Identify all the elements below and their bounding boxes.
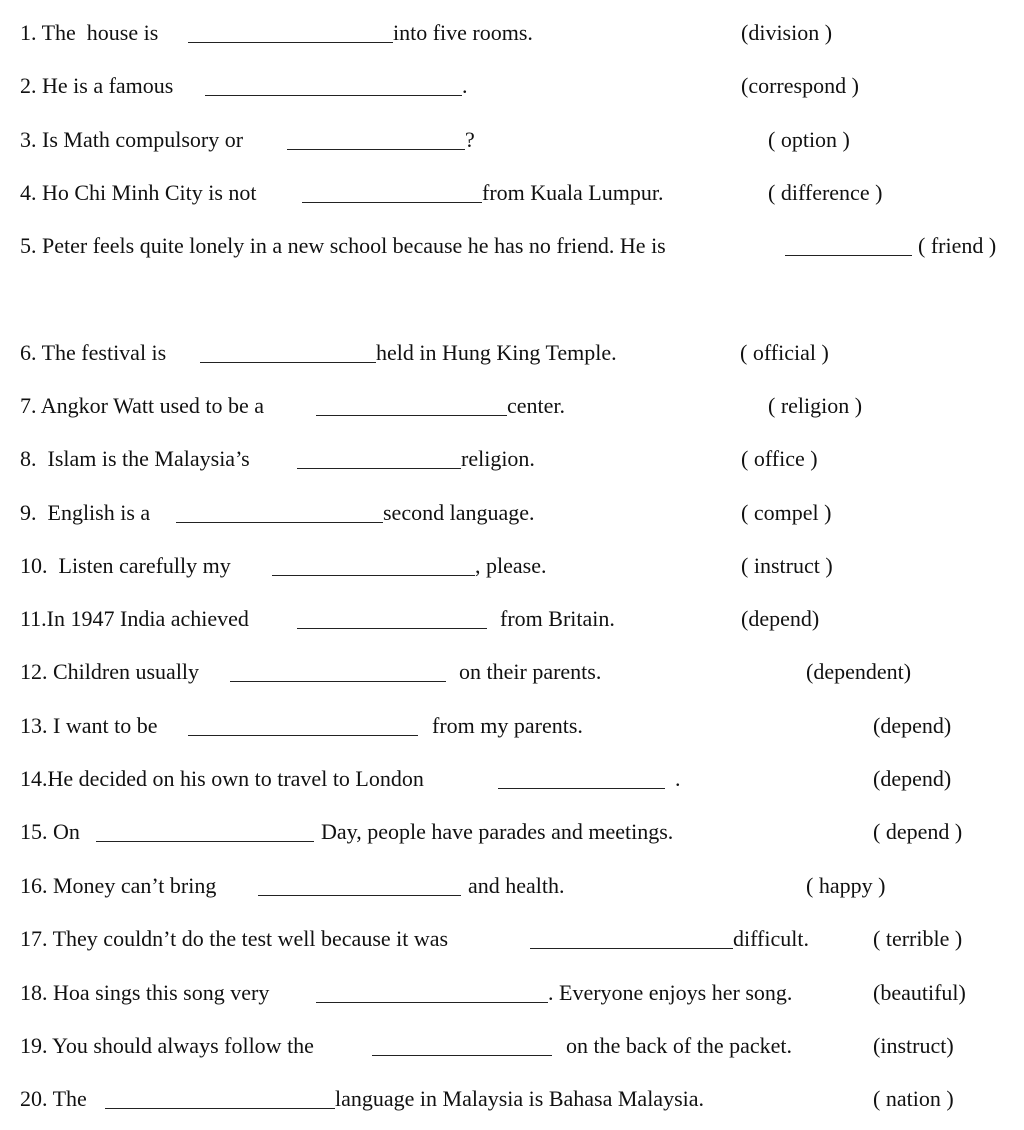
question-17 xyxy=(0,926,1024,956)
question-text: 9. English is a xyxy=(20,500,151,525)
question-text-after: from Kuala Lumpur. xyxy=(482,180,664,205)
question-4 xyxy=(0,180,1024,210)
question-12 xyxy=(0,659,1024,689)
answer-blank[interactable] xyxy=(297,628,487,629)
answer-blank[interactable] xyxy=(188,42,393,43)
question-text-after: Day, people have parades and meetings. xyxy=(321,819,674,844)
question-8 xyxy=(0,446,1024,476)
question-text-after: difficult. xyxy=(733,926,809,951)
question-text: 13. I want to be xyxy=(20,713,158,738)
word-hint: ( office ) xyxy=(741,446,818,471)
word-hint: (depend) xyxy=(741,606,820,631)
question-text-after: center. xyxy=(507,393,566,418)
question-text-after: held in Hung King Temple. xyxy=(376,340,617,365)
question-text-after: , please. xyxy=(475,553,547,578)
question-text-after: second language. xyxy=(383,500,535,525)
word-hint: (division ) xyxy=(741,20,833,45)
question-1 xyxy=(0,20,1024,50)
answer-blank[interactable] xyxy=(287,149,465,150)
word-hint: ( religion ) xyxy=(768,393,863,418)
answer-blank[interactable] xyxy=(188,735,418,736)
question-9 xyxy=(0,500,1024,530)
question-text: 7. Angkor Watt used to be a xyxy=(20,393,265,418)
question-13 xyxy=(0,713,1024,743)
word-hint: (depend) xyxy=(873,766,952,791)
answer-blank[interactable] xyxy=(200,362,376,363)
question-text: 3. Is Math compulsory or xyxy=(20,127,244,152)
word-hint: ( nation ) xyxy=(873,1086,954,1111)
answer-blank[interactable] xyxy=(176,522,383,523)
question-text-after: religion. xyxy=(461,446,535,471)
answer-blank[interactable] xyxy=(96,841,314,842)
answer-blank[interactable] xyxy=(105,1108,335,1109)
question-text: 5. Peter feels quite lonely in a new school because he has no friend. He is xyxy=(20,233,666,258)
word-hint: (beautiful) xyxy=(873,980,966,1005)
question-text: 15. On xyxy=(20,819,80,844)
question-14 xyxy=(0,766,1024,796)
answer-blank[interactable] xyxy=(498,788,665,789)
question-15 xyxy=(0,819,1024,849)
question-text-after: from my parents. xyxy=(432,713,583,738)
word-hint: ( instruct ) xyxy=(741,553,833,578)
question-text-after: . xyxy=(675,766,681,791)
question-text: 4. Ho Chi Minh City is not xyxy=(20,180,257,205)
question-text-after: . xyxy=(462,73,468,98)
question-text: 16. Money can’t bring xyxy=(20,873,217,898)
question-text-after: and health. xyxy=(468,873,565,898)
question-text-after: on the back of the packet. xyxy=(566,1033,793,1058)
question-20 xyxy=(0,1086,1024,1116)
question-text-after: ? xyxy=(465,127,475,152)
word-hint: ( happy ) xyxy=(806,873,886,898)
question-text: 14.He decided on his own to travel to London xyxy=(20,766,424,791)
answer-blank[interactable] xyxy=(205,95,462,96)
word-hint: ( friend ) xyxy=(918,233,997,258)
question-text: 18. Hoa sings this song very xyxy=(20,980,270,1005)
word-hint: (instruct) xyxy=(873,1033,954,1058)
question-text: 11.In 1947 India achieved xyxy=(20,606,249,631)
word-hint: ( terrible ) xyxy=(873,926,963,951)
word-hint: ( official ) xyxy=(740,340,829,365)
question-7 xyxy=(0,393,1024,423)
question-3 xyxy=(0,127,1024,157)
word-hint: ( depend ) xyxy=(873,819,963,844)
question-text: 8. Islam is the Malaysia’s xyxy=(20,446,250,471)
question-16 xyxy=(0,873,1024,903)
answer-blank[interactable] xyxy=(258,895,461,896)
word-hint: (correspond ) xyxy=(741,73,859,98)
question-text: 12. Children usually xyxy=(20,659,200,684)
word-hint: ( difference ) xyxy=(768,180,883,205)
word-hint: ( option ) xyxy=(768,127,850,152)
question-text-after: language in Malaysia is Bahasa Malaysia. xyxy=(335,1086,705,1111)
question-5 xyxy=(0,233,1024,263)
question-text: 1. The house is xyxy=(20,20,159,45)
question-text: 19. You should always follow the xyxy=(20,1033,314,1058)
answer-blank[interactable] xyxy=(272,575,475,576)
question-10 xyxy=(0,553,1024,583)
question-6 xyxy=(0,340,1024,370)
answer-blank[interactable] xyxy=(530,948,733,949)
answer-blank[interactable] xyxy=(302,202,482,203)
answer-blank[interactable] xyxy=(372,1055,552,1056)
question-text: 10. Listen carefully my xyxy=(20,553,231,578)
question-2 xyxy=(0,73,1024,103)
question-19 xyxy=(0,1033,1024,1063)
question-text: 20. The xyxy=(20,1086,87,1111)
question-text: 6. The festival is xyxy=(20,340,167,365)
question-18 xyxy=(0,980,1024,1010)
answer-blank[interactable] xyxy=(316,415,507,416)
word-hint: (depend) xyxy=(873,713,952,738)
question-text-after: into five rooms. xyxy=(393,20,533,45)
question-text: 17. They couldn’t do the test well because it was xyxy=(20,926,449,951)
answer-blank[interactable] xyxy=(316,1002,548,1003)
question-11 xyxy=(0,606,1024,636)
word-hint: ( compel ) xyxy=(741,500,832,525)
word-hint: (dependent) xyxy=(806,659,912,684)
question-text-after: from Britain. xyxy=(500,606,615,631)
answer-blank[interactable] xyxy=(230,681,446,682)
answer-blank[interactable] xyxy=(297,468,461,469)
answer-blank[interactable] xyxy=(785,255,912,256)
question-text: 2. He is a famous xyxy=(20,73,174,98)
question-text-after: . Everyone enjoys her song. xyxy=(548,980,793,1005)
question-text-after: on their parents. xyxy=(459,659,602,684)
